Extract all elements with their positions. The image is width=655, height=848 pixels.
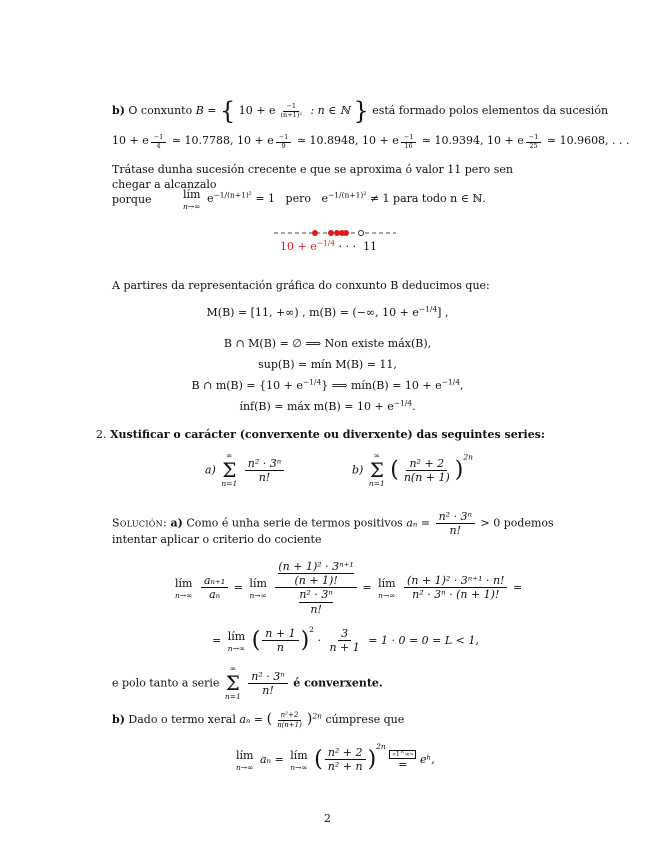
ratio-line-1: lím n→∞ $\frac{\text{aₙ₊₁}}{\text{aₙ}}$ = lím n→∞ (n + 1)² · 3ⁿ⁺¹ (n + 1)! n² · 3ⁿ n! = lím n→∞ $\frac{\text{(n + 1)² · 3ⁿ⁺¹ · n!}}{\text{n² · 3ⁿ · (n + 1)!}}$ =	[175, 560, 523, 616]
lim-sub: n→∞	[183, 201, 201, 211]
sequence-line	[112, 134, 630, 151]
lim-expr1: e	[206, 192, 214, 206]
seq-point-5	[343, 230, 349, 236]
limit-line	[180, 188, 486, 210]
series-a-label: a)	[205, 463, 216, 477]
nl-dots: · · ·	[338, 240, 357, 253]
problem-title: Xustificar o carácter (converxente ou diverxente) das seguintes series:	[110, 428, 545, 441]
nl-left-label: 10 + e	[280, 240, 317, 253]
solution-label: Solución:	[112, 516, 167, 530]
seq-point-1	[312, 230, 318, 236]
solution-text1: Como é unha serie de termos positivos	[186, 516, 403, 530]
seq-term-3: 10 + e $^{\frac{-1}{16}}$ ≃ 10.9394,	[362, 133, 484, 150]
seq-term-4: 10 + e $^{\frac{-1}{25}}$ ≃ 10.9608, . . .	[487, 133, 630, 150]
deriv-line-1: M(B) = [11, +∞) , m(B) = (−∞, $10 + e^{-1/4}$] ,	[206, 304, 449, 319]
b-intro-line: b) O conxunto B = { 10 + e $^{\frac{-1}{\text{(n+1)²}}}$ : n ∈ ℕ } está formado polos elementos da sucesión	[112, 97, 609, 125]
b-intro-post: está formado polos elementos da sucesión	[372, 104, 609, 118]
seq-point-2	[328, 230, 334, 236]
seq-term-2: 10 + e $^{\frac{-1}{9}}$ ≃ 10.8948,	[237, 133, 359, 150]
final-limit-line: lím n→∞ aₙ = lím n→∞ ( $\frac{\text{n² + 2}}{\text{n² + n}}$ )$^{2n}$ «1^∞» = eʰ,	[236, 741, 435, 774]
problem-2-heading	[96, 428, 545, 443]
set-exp-den: (n+1)²	[280, 111, 302, 119]
lim-expr2: e	[321, 192, 328, 206]
solution-a: a)	[170, 516, 183, 530]
solution-line-2: intentar aplicar o criterio do cociente	[112, 533, 322, 546]
series-b-num: n² + 2	[406, 457, 447, 471]
deriv-line-2: B ∩ M(B) = ∅ ⟹ Non existe máx(B),	[223, 337, 432, 350]
b-label: b)	[112, 104, 125, 118]
deriv-line-5: ínf(B) = máx $m(B) = 10 + e^{-1/4}$.	[239, 398, 416, 413]
indeterminate-box: «1^∞»	[389, 750, 416, 759]
deriv-line-3: sup(B) = mín M(B) = 11,	[258, 358, 397, 371]
ratio-line-2: = lím n→∞ ( $\frac{n + 1}{n}$ )$^2$ · $\frac{3}{n + 1}$ = 1 · 0 = 0 = L < 1,	[212, 624, 479, 655]
number-line-labels	[280, 240, 377, 255]
lim-neq: ≠ 1 para todo n ∈ ℕ.	[369, 192, 486, 206]
open-point-11	[358, 230, 363, 235]
problem-number: 2.	[96, 428, 107, 441]
para1-line1: Trátase dunha sucesión crecente e que se aproxima ó valor 11 pero sen chegar a alcanzalo	[112, 163, 513, 191]
conclusion-line: e polo tanto a serie ∞ Σ n=1 $\frac{\text{n² · 3ⁿ}}{n!}$ é converxente.	[112, 664, 383, 702]
nl-left-exp: −1/4	[316, 238, 336, 248]
series-b: b) ∞ Σ n=1 ( $\frac{\text{n² + 2}}{n(n + 1)}$ )$^{2n}$	[352, 451, 473, 489]
set-b-cond: : n ∈ ℕ	[310, 104, 350, 118]
ratio-compound-frac: (n + 1)² · 3ⁿ⁺¹ (n + 1)! n² · 3ⁿ n!	[275, 560, 356, 616]
seq-term-1: 10 + e $^{\frac{-1}{4}}$ ≃ 10.7788,	[112, 133, 234, 150]
lim-pero: pero	[285, 192, 311, 206]
series-b-den: n(n + 1)	[403, 470, 450, 484]
solution-gt: > 0 podemos	[480, 516, 554, 530]
lim-exp1: −1/(n+1)²	[213, 190, 252, 200]
set-exp-num: −1	[283, 103, 299, 112]
series-a-num: n² · 3ⁿ	[245, 457, 284, 471]
set-b-base: 10 + e	[238, 104, 276, 118]
para1-line2: porque	[112, 192, 152, 206]
series-b-exp: 2n	[463, 452, 473, 462]
set-b-name: B =	[195, 104, 217, 118]
lim-exp2: −1/(n+1)²	[327, 190, 367, 200]
b-intro-pre: O conxunto	[128, 104, 193, 118]
nl-right-label: 11	[363, 240, 378, 253]
solution-an: aₙ =	[406, 516, 431, 530]
series-a: a) ∞ Σ n=1 $\frac{\text{n² · 3ⁿ}}{n!}$	[205, 452, 286, 489]
part-b-line: b) Dado o termo xeral aₙ = ( $\frac{\text{n²+2}}{n(n+1)}$ )$^{2n}$ cúmprese que	[112, 711, 405, 729]
solution-line-1: Solución: a) Como é unha serie de termos positivos aₙ = $\frac{\text{n² · 3ⁿ}}{n!}$ > 0 podemos	[112, 510, 554, 538]
lim-eq1: = 1	[255, 192, 276, 206]
series-b-label: b)	[352, 463, 364, 477]
series-a-den: n!	[258, 470, 271, 484]
page-number: 2	[324, 812, 331, 825]
deriv-line-4: B ∩ $m(B) = \{10 + e^{-1/4}\}$ ⟹ mín(B) = $10 + e^{-1/4}$,	[191, 377, 464, 392]
lim-op: lím	[183, 188, 201, 201]
paragraph-2: A partires da representación gráfica do conxunto B deducimos que:	[112, 279, 490, 292]
